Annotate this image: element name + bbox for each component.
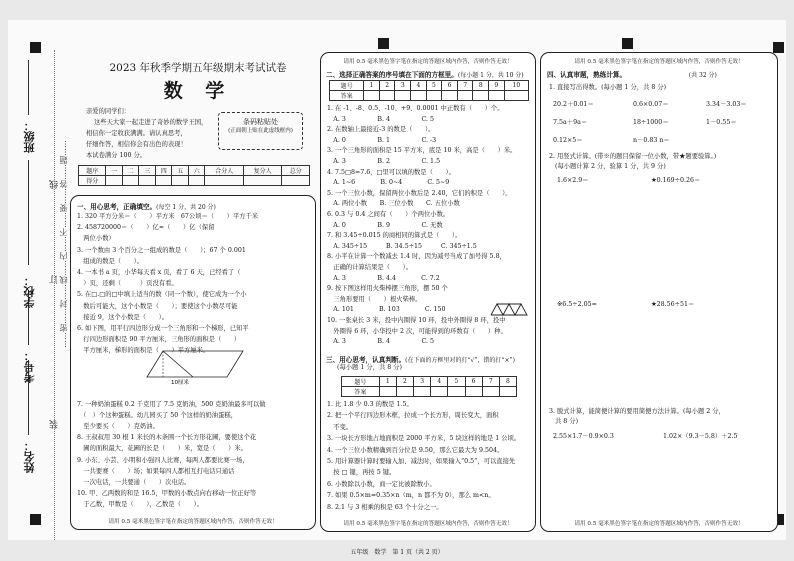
section2-header-cell: 2: [379, 81, 395, 91]
section1-item: 4. 一本书 a 页，小华每天看 x 页，看了 6 天，已经看了（: [77, 269, 241, 276]
section2-header-cell: 10: [504, 81, 528, 91]
q3-note: 共 8 分): [555, 418, 579, 425]
section2-answer-cell[interactable]: [504, 91, 528, 101]
q1-item: 1－0.55＝: [706, 119, 737, 126]
q3-item: 2.55×1.7－0.9×0.3: [553, 433, 614, 440]
registration-mark: [30, 42, 41, 53]
section1-item: 于乙数，甲数是（ ），乙数是（ ）。: [77, 501, 203, 509]
section3-answer-cell[interactable]: [379, 387, 396, 397]
section3-header-cell: 4: [431, 377, 448, 387]
registration-mark: [773, 42, 784, 53]
matchstick-triangles: [491, 304, 527, 315]
score-header: 二: [122, 166, 139, 176]
section2-item: 6. 0.3 与 0.4 之间有（ ）个两位小数。: [327, 211, 450, 218]
q2-note: (每小题计算 2 分，验算 1 分，共 9 分): [555, 163, 666, 170]
middle-panel: [320, 52, 536, 532]
section3-header-cell: 3: [414, 377, 431, 387]
section1-title: 一、用心思考，正确填空。(每空 1 分，共 20 分): [77, 203, 216, 211]
section2-answer-cell[interactable]: [442, 91, 458, 101]
section3-answer-label: 答案: [342, 387, 380, 397]
section2-item: 10. 一张桌长 3 米，投中内圈得 10 环，投中外圈得 8 环，投中: [327, 317, 506, 324]
section3-answer-cell[interactable]: [396, 387, 413, 397]
greeting-line: 相信你一定收获满满。请认真思考，: [86, 130, 187, 137]
section2-item: A. 1~6 B. 0~4 C. 5~9: [327, 179, 450, 187]
school-label: 学校：: [23, 275, 36, 308]
section2-item: A. 345÷15 B. 34.5÷15 C. 345÷1.5: [327, 242, 477, 250]
section2-item: 5. 一个三位小数，保留两位小数后是 2.40，它们的积是（ ）。: [327, 189, 512, 197]
section2-item: A. 0 B. 1 C. -3: [327, 136, 437, 144]
section2-item: A. 3 B. 4 C. 5: [327, 115, 435, 123]
section1-item: 5. 在□.□的□中填上适当的数（同一个数），使它成为一个小: [77, 291, 247, 299]
q1-title: 1. 直接写出得数。(每小题 1 分，共 8 分): [549, 84, 667, 91]
score-cell[interactable]: [122, 176, 139, 186]
score-header: 五: [172, 166, 189, 176]
section1-item: 2. 458720000＝（ ）亿≈（ ）亿（保留: [77, 224, 215, 232]
section2-item: 9. 按下图这样用火柴棒摆三角形，摆 50 个: [327, 285, 448, 293]
greeting-line: 亲爱的同学们：: [86, 108, 131, 115]
section1-item: 一次电话，一共要通（ ）次电话。: [77, 479, 191, 486]
section2-header-cell: 4: [411, 81, 427, 91]
q3-item: 1.02×（9.3－5.8）＋2.5: [663, 433, 738, 440]
barcode-note: (正面朝上贴在此虚线框内): [228, 128, 293, 134]
section2-item: 正确的计算结果是（ ）。: [327, 264, 413, 271]
section2-item: A. 0 B. 9 C. 无数: [327, 221, 443, 229]
section3-item: 1. 比 1.8 少 0.3 的数是 1.5。: [327, 401, 413, 408]
exam-sheet: [8, 20, 786, 556]
section1-item: 圃的面积最大，花圃的长是（ ）米，宽是（ ）米。: [77, 445, 248, 453]
section2-header-cell: 7: [457, 81, 473, 91]
section3-header-cell: 6: [465, 377, 482, 387]
section3-answer-cell[interactable]: [414, 387, 431, 397]
section1-item: 一共要赛（ ）场；如果每四人都相互打电话只通话: [77, 467, 235, 475]
section2-answer-cell[interactable]: [473, 91, 489, 101]
section2-answer-table: [329, 80, 529, 101]
section2-header-cell: 6: [442, 81, 458, 91]
section1-item: 6. 如下图，用平行四边形分成一个三角形和一个梯形，已知平: [77, 325, 249, 332]
section1-item: 接近 9，这个小数是（ ）。: [77, 313, 169, 321]
section1-item: 10. 甲、乙两数的和是 16.5，甲数的小数点向右移动一位正好等: [77, 490, 257, 498]
section2-answer-cell[interactable]: [395, 91, 411, 101]
q1-item: 20.2＋0.01＝: [553, 101, 594, 108]
q2-item: 1.6×2.9＝: [557, 177, 589, 184]
q1-item: 18÷1000＝: [633, 119, 669, 126]
figure-label: 10厘米: [171, 380, 189, 385]
section1-item: 两位小数）: [77, 235, 115, 243]
section3-item: 8. 2.1 与 3 相乘的积是 63 个十分之一。: [327, 503, 443, 511]
section3-item: 6. 小数除以小数，商一定比被除数小。: [327, 480, 436, 488]
fold-note: ……密……封……线……内……不……要……答……题……: [59, 140, 68, 348]
seal-line: [54, 50, 55, 540]
score-row-label: 得分: [79, 176, 106, 186]
section3-answer-cell[interactable]: [499, 387, 516, 397]
parallelogram-figure: [143, 343, 253, 385]
section1-item: 组成的数是（ ）。: [77, 257, 144, 265]
section2-item: 7. 和 3.45÷0.015 的商相同的算式是（ ）。: [327, 232, 462, 240]
greeting-line: 仔细作答，相信你会有出色的表现！: [86, 141, 187, 148]
section1-item: 8. 王叔叔用 30 根 1 米长的木条围一个长方形花圃，要使这个花: [77, 434, 257, 442]
school-underline: [28, 160, 29, 265]
score-cell[interactable]: [243, 176, 281, 186]
section3-answer-cell[interactable]: [431, 387, 448, 397]
section2-title: 二、选择正确答案的序号填在下面的方框里。(每小题 1 分，共 10 分): [326, 71, 524, 79]
section4-title: 四、认真审题，熟练计算。 (共 32 分): [547, 71, 717, 79]
section2-answer-cell[interactable]: [411, 91, 427, 101]
q1-item: 0.6×0.07＝: [633, 101, 669, 108]
parallelogram-shape: [147, 351, 243, 377]
seal-word-xian: 线: [50, 180, 60, 189]
registration-mark: [622, 38, 633, 49]
parallelogram-divider: [163, 351, 193, 377]
registration-mark: [30, 514, 41, 525]
section1-item: 数后可能大，这个小数是（ ）；要使这个小数尽可能: [77, 302, 238, 310]
q2-item: ※6.5÷2.05≈: [557, 301, 597, 308]
registration-mark: [378, 38, 389, 49]
exam-title: 2023 年秋季学期五年级期末考试试卷: [109, 62, 287, 74]
section2-item: 外圈得 6 环，小华投中 2 次，可能得到的环数有（ ）种。: [327, 327, 507, 335]
section3-item: 按 □ 键，再按 5 键。: [327, 469, 396, 477]
section2-item: A. 3 B. 4 C. 5: [327, 338, 435, 346]
section1-panel: [70, 195, 316, 530]
section3-header-cell: 题号: [342, 377, 380, 387]
score-cell[interactable]: [188, 176, 205, 186]
score-header: 六: [188, 166, 205, 176]
section3-item: 5. 用计算器计算时要输入加、减法时，如果输入“0.5”，可以直接先: [327, 458, 516, 465]
score-header: 三: [139, 166, 156, 176]
page-number: 五年级 数学 第 1 页（共 2 页）: [350, 549, 444, 556]
q3-title: 3. 脱式计算，能简便计算的要用简便方法计算。(每小题 2 分，: [549, 408, 725, 415]
q2-title: 2. 用竖式计算。(带※的题目保留一位小数，带★题要验算。): [549, 153, 717, 160]
score-header: 四: [155, 166, 172, 176]
section2-item: A. 101 B. 103 C. 150: [327, 306, 446, 314]
barcode-label: 条码粘贴处: [243, 118, 278, 126]
score-cell[interactable]: [282, 176, 310, 186]
section2-answer-cell[interactable]: [489, 91, 505, 101]
score-cell[interactable]: [155, 176, 172, 186]
section3-header-cell: 2: [396, 377, 413, 387]
section3-answer-cell[interactable]: [448, 387, 465, 397]
greeting-line: 本试卷满分 100 分。: [86, 152, 147, 159]
section3-header-cell: 5: [448, 377, 465, 387]
score-cell[interactable]: [205, 176, 243, 186]
section2-item: 1. 在 -1、-8、0.5、-10、+9、0.0001 中正数有（ ）个。: [327, 105, 504, 112]
section2-answer-cell[interactable]: [457, 91, 473, 101]
barcode-box: [218, 112, 303, 150]
panel-warning: 请用 0.5 毫米黑色签字笔在指定的答题区域内作答，否则作答无效！: [574, 59, 744, 65]
section3-item: 4. 一个三位小数精确到百分位是 9.50，那么它最大为 9.504。: [327, 446, 504, 454]
panel-warning: 请用 0.5 毫米黑色签字笔在指定的答题区域内作答，否则作答无效！: [343, 521, 513, 527]
section2-answer-label: 答案: [330, 91, 364, 101]
class-label: 班级：: [23, 120, 36, 153]
right-panel: [540, 52, 778, 532]
matchstick-figure: [489, 301, 533, 317]
section3-item: 7. 如果 0.5×m=0.35×n（m，n 都不为 0），那么 m<n。: [327, 492, 495, 500]
score-header: 合分人: [205, 166, 243, 176]
score-cell[interactable]: [106, 176, 123, 186]
section3-note: (每小题 1 分，共 8 分): [337, 364, 403, 371]
section3-item: 3. 一块长方形地占地面积是 2000 平方米，5 块这样的地是 1 公顷。: [327, 435, 521, 443]
score-header: 复分人: [243, 166, 281, 176]
score-header: 题序: [79, 166, 106, 176]
exam-no-label: 考号：: [23, 350, 36, 383]
name-label: 姓名：: [23, 440, 36, 473]
class-underline: [28, 60, 29, 115]
section1-item: 7. 一种奶油蛋糕 0.2 千克用了 7.5 克奶油，500 克奶油最多可以做: [77, 400, 266, 408]
section2-header-cell: 5: [426, 81, 442, 91]
section2-answer-cell[interactable]: [364, 91, 380, 101]
section3-header-cell: 8: [499, 377, 516, 387]
section1-item: ）页，还剩（ ）页没有看。: [77, 280, 178, 288]
q1-item: 7.5a＋9a＝: [553, 119, 588, 126]
q1-item: 3.34－3.03＝: [706, 101, 747, 108]
q2-item: ★0.169÷0.26＝: [651, 177, 701, 184]
section2-answer-cell[interactable]: [379, 91, 395, 101]
seal-word-ding: 订: [50, 275, 60, 284]
section2-header-cell: 3: [395, 81, 411, 91]
score-table: [78, 165, 310, 186]
panel-warning: 请用 0.5 毫米黑色签字笔在指定的答题区域内作答，否则作答无效！: [343, 59, 513, 65]
section2-header-cell: 题号: [330, 81, 364, 91]
section1-item: 3. 一个数由 3 个百分之一组成的数是（ ）；67 个 0.001: [77, 246, 246, 254]
q2-item: ★28.56÷51＝: [651, 301, 695, 308]
section1-item: 行四边形面积是 90 平方厘米，三角形的面积是（ ）: [77, 336, 241, 344]
section2-answer-cell[interactable]: [426, 91, 442, 101]
section2-item: 8. 小平在计算一个数减去 1.4 时，因为减号当成了加号得 5.8，: [327, 253, 506, 261]
q1-item: n－0.83 n＝: [633, 137, 670, 144]
greeting-line: 这些天大家一起走进了奇妙的数学王国，: [94, 119, 208, 126]
section2-item: A. 3 B. 2 C. 1.5: [327, 158, 441, 165]
seal-word-zhuang: 装: [50, 420, 60, 429]
score-header: 一: [106, 166, 123, 176]
section2-item: A. 两位小数 B. 三位小数 C. 五位小数: [327, 200, 460, 208]
q1-item: 0.12×5＝: [553, 137, 583, 144]
section1-item: （ ）个这种蛋糕。幼儿园买了 50 个这样的奶油蛋糕，: [77, 411, 237, 419]
section3-header-cell: 1: [379, 377, 396, 387]
section3-header-cell: 7: [482, 377, 499, 387]
section2-header-cell: 9: [489, 81, 505, 91]
section2-header-cell: 8: [473, 81, 489, 91]
section1-item: 平方厘米，梯形的面积是（ ）平方厘米。: [77, 347, 210, 355]
section3-item: 2. 把一个平行四边形木框，拉成一个长方形，周长变大，面积: [327, 412, 499, 420]
section2-item: 2. 在数轴上最接近-3 的数是（ ）。: [327, 126, 435, 134]
section3-item: 不变。: [327, 423, 353, 431]
section3-answer-table: [341, 376, 517, 397]
score-cell[interactable]: [139, 176, 156, 186]
section2-item: 3. 一个三角形的面积是 15 平方米，底是 10 米，高是（ ）米。: [327, 147, 517, 155]
score-header: 总分: [282, 166, 310, 176]
subject-title: 数 学: [163, 80, 233, 102]
section1-item: 1. 320 平方分米＝（ ）平方米 67公顷＝（ ）平方千米: [77, 213, 259, 220]
score-cell[interactable]: [172, 176, 189, 186]
section3-answer-cell[interactable]: [465, 387, 482, 397]
section2-item: 4. 7.5□8≈7.6，□里可以填的数是（ ）。: [327, 168, 455, 176]
section1-item: 9. 小东、小芸、小明和小强四人比赛，每两人都要比赛一场，: [77, 456, 249, 464]
section2-item: 三角形要用（ ）根火柴棒。: [327, 295, 422, 303]
section2-item: A. 3 B. 4.4 C. 7.2: [327, 274, 440, 282]
section1-item: 至少要买（ ）克奶油。: [77, 423, 159, 430]
section3-title: 三、用心思考，认真判断。(在下面的方框里对的打“√”，错的打“×”): [326, 356, 515, 364]
section3-answer-cell[interactable]: [482, 387, 499, 397]
panel-warning: 请用 0.5 毫米黑色签字笔在指定的答题区域内作答，否则作答无效！: [108, 519, 278, 525]
panel-warning: 请用 0.5 毫米黑色签字笔在指定的答题区域内作答，否则作答无效！: [574, 521, 744, 527]
section2-header-cell: 1: [364, 81, 380, 91]
